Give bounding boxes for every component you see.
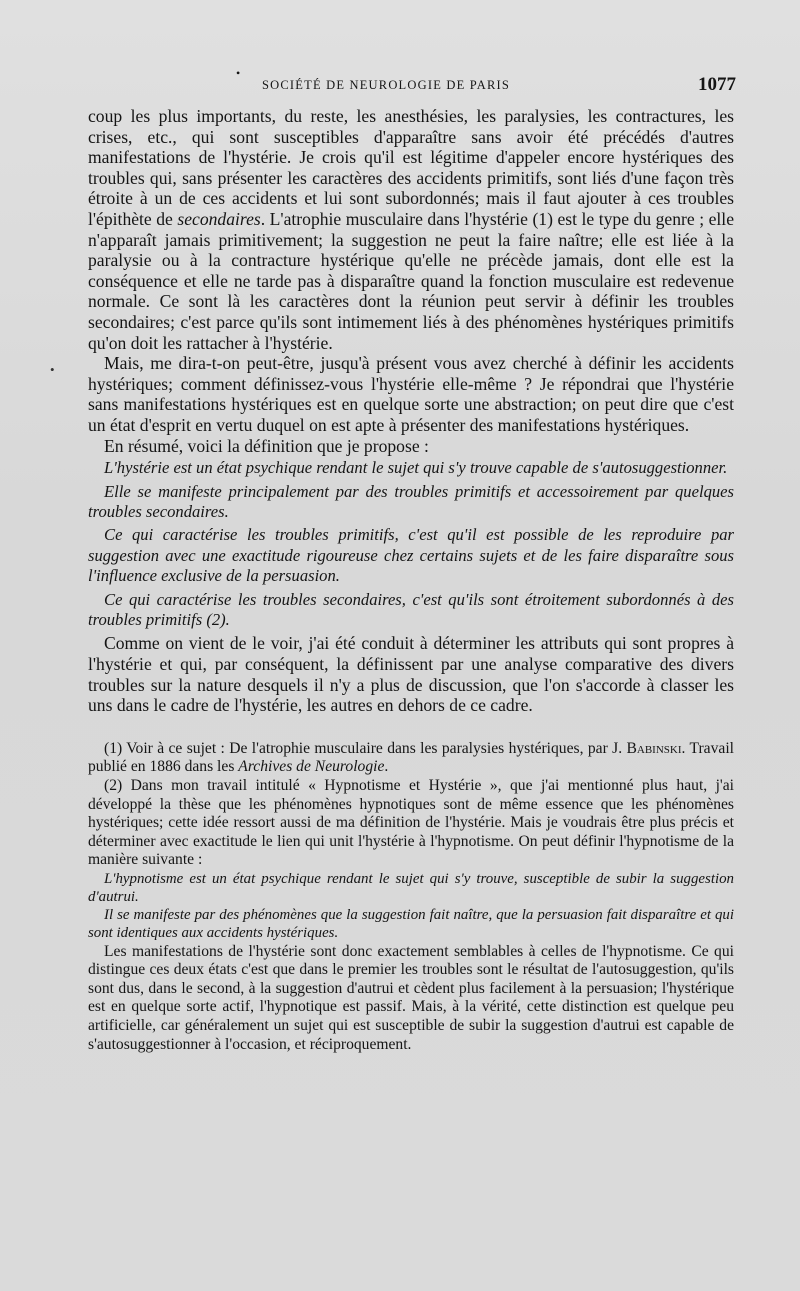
footnote-2-definition-2: Il se manifeste par des phénomènes que la suggestion fait naître, que la persuasion fait disparaître et qui sont identiques aux accidents hystériques. bbox=[88, 907, 734, 942]
paragraph-1: coup les plus importants, du reste, les anesthésies, les paralysies, les contractures, les crises, etc., qui sont susceptibles d'apparaître sans avoir été précédés d'autres manifestations de l'hystérie. Je crois qu'il est légitime d'appeler encore hystériques des troubles qui, sans présenter les caractères des accidents primitifs, sont liés d'une façon très étroite à un de ces accidents et lui sont subordonnés; mais il faut ajouter à ces troubles l'épithète de secondaires. L'atrophie musculaire dans l'hystérie (1) est le type du genre ; elle n'apparaît jamais primitivement; la suggestion ne peut la faire naître; elle est liée à la paralysie ou à la contracture hystérique qu'elle ne précède jamais, dont elle est la conséquence et elle ne tarde pas à disparaître quand la fonction musculaire est redevenue normale. Ce sont là les caractères dont la réunion peut servir à définir les troubles secondaires; c'est parce qu'ils sont intimement liés à des phénomènes hystériques primitifs qu'on doit les rattacher à l'hystérie. bbox=[88, 106, 734, 353]
main-text bbox=[88, 106, 734, 1054]
margin-mark: • bbox=[50, 362, 55, 377]
running-title: SOCIÉTÉ DE NEUROLOGIE DE PARIS bbox=[262, 78, 511, 92]
footnote-2: (2) Dans mon travail intitulé « Hypnotisme et Hystérie », que j'ai mentionné plus haut, j'ai développé la thèse que les phénomènes hypnotiques sont de même essence que les phénomènes hystériques; cette idée ressort aussi de ma définition de l'hystérie. Mais je voudrais être plus précis et déterminer avec exactitude le lien qui unit l'hystérie à l'hypnotisme. On peut définir l'hypnotisme de la manière suivante : bbox=[88, 776, 734, 869]
page-header bbox=[262, 74, 742, 100]
definition-2: Elle se manifeste principalement par des troubles primitifs et accessoirement par quelques troubles secondaires. bbox=[88, 481, 734, 521]
definition-4: Ce qui caractérise les troubles secondaires, c'est qu'ils sont étroitement subordonnés à des troubles primitifs (2). bbox=[88, 589, 734, 629]
definition-3: Ce qui caractérise les troubles primitifs, c'est qu'il est possible de les reproduire par suggestion avec une exactitude rigoureuse chez certains sujets et de les faire disparaître sous l'influence exclusive de la persuasion. bbox=[88, 525, 734, 586]
footnote-2-conclusion: Les manifestations de l'hystérie sont donc exactement semblables à celles de l'hypnotisme. Ce qui distingue ces deux états c'est que dans le premier les troubles sont le résultat de l'autosuggestion, qu'ils sont dus, dans le second, à la suggestion d'autrui et cèdent plus facilement à la persuasion; l'hystérique est en quelque sorte actif, l'hypnotique est passif. Mais, à la vérité, cette distinction est quelque peu artificielle, car généralement un sujet qui est susceptible de subir la suggestion d'autrui est capable de s'autosuggestionner à l'occasion, et réciproquement. bbox=[88, 942, 734, 1053]
definition-block bbox=[88, 458, 734, 630]
journal-title: Archives de Neurologie bbox=[238, 758, 385, 776]
definition-1: L'hystérie est un état psychique rendant le sujet qui s'y trouve capable de s'autosuggestionner. bbox=[104, 458, 728, 478]
print-speck: • bbox=[236, 66, 241, 80]
paragraph-2: Mais, me dira-t-on peut-être, jusqu'à présent vous avez cherché à définir les accidents hystériques; comment définissez-vous l'hystérie elle-même ? Je répondrai que l'hystérie sans manifestations hystériques est en quelque sorte une abstraction; on peut dire que c'est un état d'esprit en vertu duquel on est apte à présenter des manifestations hystériques. bbox=[88, 353, 734, 435]
footnote-1: (1) Voir à ce sujet : De l'atrophie musculaire dans les paralysies hystériques, par J. Babinski. Travail publié en 1886 dans les Archives de Neurologie. bbox=[88, 739, 734, 776]
paragraph-3: En résumé, voici la définition que je propose : bbox=[104, 435, 429, 456]
footnote-2-definition-1: L'hypnotisme est un état psychique rendant le sujet qui s'y trouve, susceptible de subir la suggestion d'autrui. bbox=[88, 870, 734, 906]
author-name: Babinski bbox=[626, 739, 682, 757]
footnote-separator bbox=[88, 716, 734, 740]
paragraph-4: Comme on vient de le voir, j'ai été conduit à déterminer les attributs qui sont propres à l'hystérie et qui, par conséquent, la définissent par une analyse comparative des divers troubles sur la nature desquels il n'y a plus de discussion, que l'on s'accorde à classer les uns dans le cadre de l'hystérie, les autres en dehors de ce cadre. bbox=[88, 633, 734, 716]
emphasis-secondaires: secondaires bbox=[177, 208, 261, 229]
page-number: 1077 bbox=[698, 74, 736, 95]
